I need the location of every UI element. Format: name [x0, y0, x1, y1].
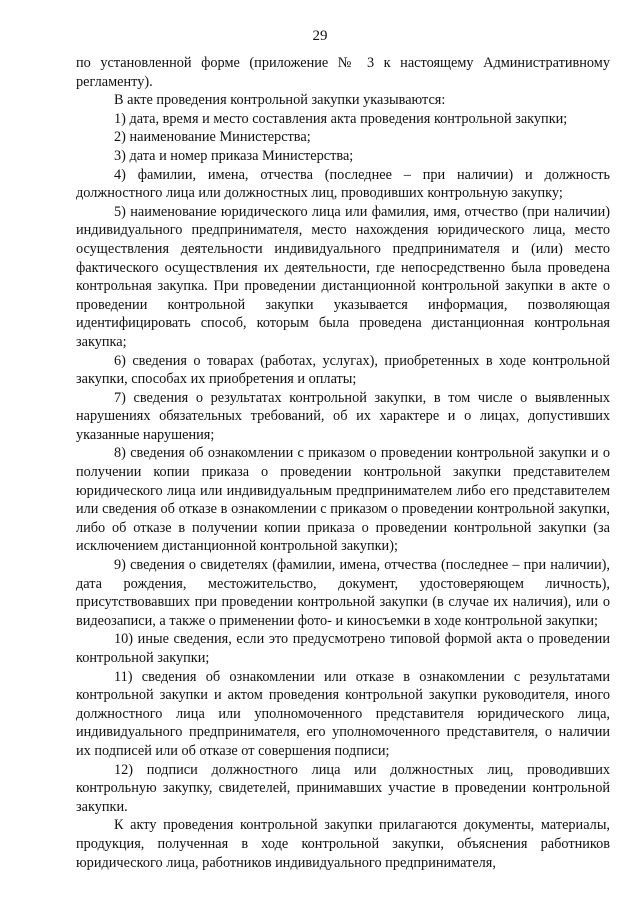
list-item: 5) наименование юридического лица или фамилия, имя, отчество (при наличии) индивидуального предпринимателя, место нахождения юридического лица, место осуществления деятельности индивидуального предпринимателя и (или) место фактического осуществления их деятельности, где непосредственно была проведена контрольная закупка. При проведении дистанционной контрольной закупки в акте о проведении контрольной закупки указывается информация, позволяющая идентифицировать способ, которым была проведена дистанционная контрольная закупка;: [76, 203, 610, 350]
paragraph: К акту проведения контрольной закупки прилагаются документы, материалы, продукция, полученная в ходе контрольной закупки, объяснения работников юридического лица, работников индивидуального предпринимателя,: [76, 817, 610, 871]
page-number: 29: [312, 28, 328, 44]
list-item: 4) фамилии, имена, отчества (последнее – при наличии) и должность должностного лица или должностных лиц, проводивших контрольную закупку;: [76, 166, 610, 202]
list-item: 3) дата и номер приказа Министерства;: [114, 147, 354, 164]
list-item: 9) сведения о свидетелях (фамилии, имена, отчества (последнее – при наличии), дата рождения, местожительство, документ, удостоверяющем личность), присутствовавших при проведении контрольной закупки (в случае их наличия), или о видеозаписи, а также о применении фото- и киносъемки в ходе контрольной закупки;: [76, 557, 610, 629]
list-item: 10) иные сведения, если это предусмотрено типовой формой акта о проведении контрольной закупки;: [76, 631, 610, 666]
paragraph: по установленной форме (приложение № 3 к настоящему Административному регламенту).: [76, 55, 610, 90]
list-item: 6) сведения о товарах (работах, услугах), приобретенных в ходе контрольной закупки, способах их приобретения и оплаты;: [76, 352, 610, 388]
list-item: 8) сведения об ознакомлении с приказом о проведении контрольной закупки и о получении копии приказа о проведении контрольной закупки представителем юридического лица или индивидуальным предпринимателем либо его представителем или сведения об отказе в ознакомлении с приказом о проведении контрольной закупки, либо об отказе в получении копии приказа о проведении контрольной закупки (за исключением дистанционной контрольной закупки);: [76, 445, 610, 555]
list-item: 1) дата, время и место составления акта проведения контрольной закупки;: [114, 110, 568, 127]
list-item: 12) подписи должностного лица или должностных лиц, проводивших контрольную закупку, свидетелей, принимавших участие в проведении контрольной закупки.: [76, 761, 610, 815]
document-body: [76, 54, 610, 872]
list-item: 7) сведения о результатах контрольной закупки, в том числе о выявленных нарушениях обязательных требований, об их характере и о лицах, допустивших указанные нарушения;: [76, 389, 610, 443]
list-item: 11) сведения об ознакомлении или отказе в ознакомлении с результатами контрольной закупки и актом проведения контрольной закупки руководителя, иного должностного лица или уполномоченного представителя юридического лица, индивидуального предпринимателя, его уполномоченного представителя, о наличии их подписей или об отказе от совершения подписи;: [76, 668, 610, 759]
list-item: 2) наименование Министерства;: [114, 129, 311, 146]
paragraph: В акте проведения контрольной закупки указываются:: [114, 92, 446, 109]
